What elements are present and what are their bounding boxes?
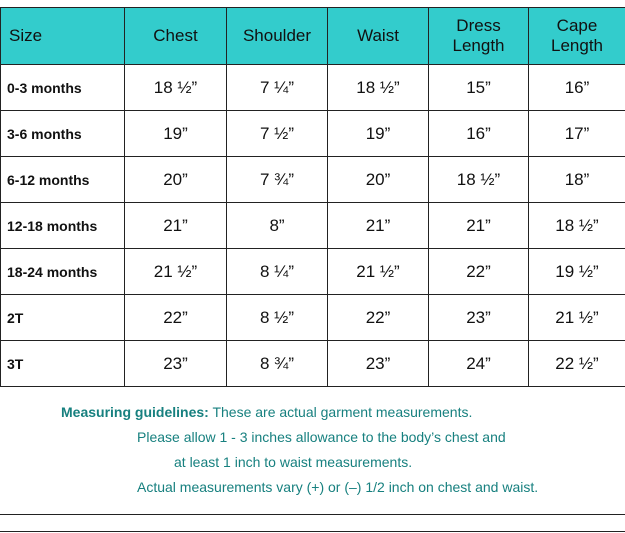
cape-length-cell: 22 ½” xyxy=(529,341,625,387)
dress-length-cell: 18 ½” xyxy=(429,157,529,203)
size-cell: 18-24 months xyxy=(1,249,125,295)
guideline-lead: Measuring guidelines: xyxy=(61,404,209,420)
waist-cell: 23” xyxy=(328,341,429,387)
guideline-text-1: These are actual garment measurements. xyxy=(212,404,473,420)
table-row xyxy=(1,249,625,295)
chest-cell: 21 ½” xyxy=(125,249,227,295)
chest-cell: 21” xyxy=(125,203,227,249)
table-row xyxy=(1,111,625,157)
table-row xyxy=(1,341,625,387)
size-cell: 3T xyxy=(1,341,125,387)
chest-cell: 22” xyxy=(125,295,227,341)
cape-length-cell: 21 ½” xyxy=(529,295,625,341)
size-cell: 3-6 months xyxy=(1,111,125,157)
table-row xyxy=(1,203,625,249)
cape-length-cell: 18 ½” xyxy=(529,203,625,249)
header-shoulder: Shoulder xyxy=(227,8,328,65)
guideline-line-4: Actual measurements vary (+) or (–) 1/2 inch on chest and waist. xyxy=(137,479,539,495)
waist-cell: 22” xyxy=(328,295,429,341)
shoulder-cell: 7 ¼” xyxy=(227,65,328,111)
dress-length-cell: 23” xyxy=(429,295,529,341)
table-row xyxy=(1,295,625,341)
cape-length-cell: 19 ½” xyxy=(529,249,625,295)
size-chart-table xyxy=(0,7,625,387)
chest-cell: 20” xyxy=(125,157,227,203)
header-waist: Waist xyxy=(328,8,429,65)
bottom-divider-2 xyxy=(0,531,625,532)
shoulder-cell: 8” xyxy=(227,203,328,249)
size-cell: 12-18 months xyxy=(1,203,125,249)
shoulder-cell: 8 ¾” xyxy=(227,341,328,387)
dress-length-cell: 16” xyxy=(429,111,529,157)
cape-length-cell: 18” xyxy=(529,157,625,203)
waist-cell: 19” xyxy=(328,111,429,157)
dress-length-cell: 21” xyxy=(429,203,529,249)
guideline-line-2: Please allow 1 - 3 inches allowance to the body’s chest and xyxy=(137,429,506,445)
header-cape-length: Cape Length xyxy=(529,8,625,65)
bottom-divider-1 xyxy=(0,514,625,515)
shoulder-cell: 7 ¾” xyxy=(227,157,328,203)
chest-cell: 19” xyxy=(125,111,227,157)
header-dress-length: Dress Length xyxy=(429,8,529,65)
waist-cell: 20” xyxy=(328,157,429,203)
guideline-line-3: at least 1 inch to waist measurements. xyxy=(174,454,413,470)
cape-length-cell: 16” xyxy=(529,65,625,111)
shoulder-cell: 8 ½” xyxy=(227,295,328,341)
cape-length-cell: 17” xyxy=(529,111,625,157)
size-cell: 0-3 months xyxy=(1,65,125,111)
chest-cell: 18 ½” xyxy=(125,65,227,111)
dress-length-cell: 24” xyxy=(429,341,529,387)
table-row xyxy=(1,157,625,203)
waist-cell: 18 ½” xyxy=(328,65,429,111)
guideline-line-1 xyxy=(61,404,472,420)
shoulder-cell: 8 ¼” xyxy=(227,249,328,295)
shoulder-cell: 7 ½” xyxy=(227,111,328,157)
chest-cell: 23” xyxy=(125,341,227,387)
header-size: Size xyxy=(1,8,125,65)
dress-length-cell: 15” xyxy=(429,65,529,111)
waist-cell: 21 ½” xyxy=(328,249,429,295)
dress-length-cell: 22” xyxy=(429,249,529,295)
waist-cell: 21” xyxy=(328,203,429,249)
header-chest: Chest xyxy=(125,8,227,65)
size-cell: 2T xyxy=(1,295,125,341)
table-row xyxy=(1,65,625,111)
size-cell: 6-12 months xyxy=(1,157,125,203)
header-row xyxy=(1,8,625,65)
